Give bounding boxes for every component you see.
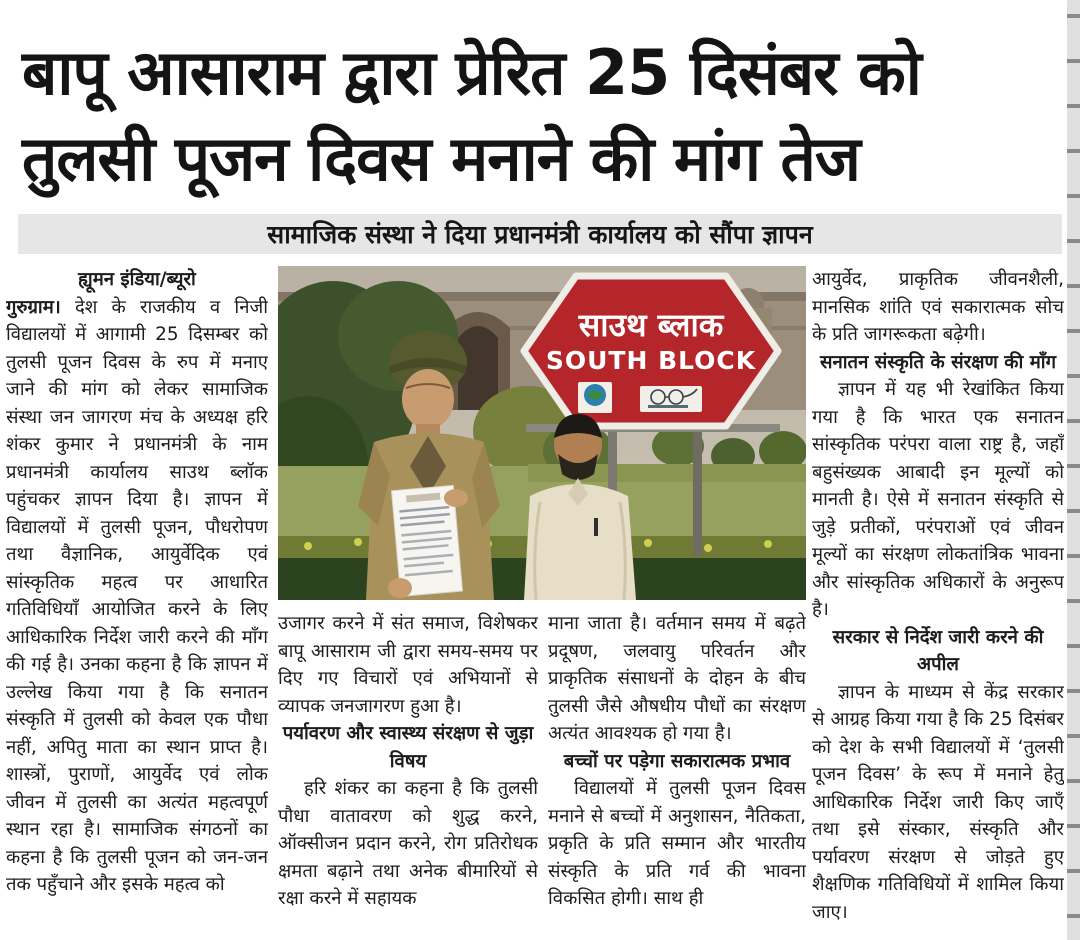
headline-line-2: तुलसी पूजन दिवस मनाने की मांग तेज [22, 122, 860, 195]
swachh-bharat-spectacles-logo [640, 386, 702, 412]
column-4-paragraph-3: ज्ञापन के माध्यम से केंद्र सरकार से आग्रह किया गया है कि 25 दिसंबर को देश के सभी विद्यालयों में ‘तुलसी पूजन दिवस’ के रूप में मनाने हेतु आधिकारिक निर्देश जारी किए जाएँ तथा इसे संस्कार, संस्कृति और पर्यावरण संरक्षण से जोड़ते हुए शैक्षणिक गतिविधियों में शामिल किया जाए। [812, 681, 1064, 923]
column-1-text: देश के राजकीय व निजी विद्यालयों में आगामी 25 दिसम्बर को तुलसी पूजन दिवस के रुप में मनाए जाने की मांग को लेकर सामाजिक संस्था जन जागरण मंच के अध्यक्ष हरि शंकर कुमार ने प्रधानमंत्री के नाम प्रधानमंत्री कार्यालय साउथ ब्लॉक पहुंचकर ज्ञापन दिया है। ज्ञापन में विद्यालयों में तुलसी पूजन, पौधरोपण तथा वैज्ञानिक, आयुर्वेदिक एवं सांस्कृतिक महत्व पर आधारित गतिविधियाँ आयोजित करने के लिए आधिकारिक निर्देश जारी करने की माँग की गई है। उनका कहना है कि ज्ञापन में उल्लेख किया गया है कि सनातन संस्कृति में तुलसी को केवल एक पौधा नहीं, अपितु माता का स्थान प्राप्त है। शास्त्रों, पुराणों, आयुर्वेद एवं लोक जीवन में तुलसी का अत्यंत महत्वपूर्ण स्थान रहा है। सामाजिक संगठनों का कहना है कि तुलसी पूजन को जन-जन तक पहुँचाने और इसके महत्व को [6, 296, 268, 895]
column-2-paragraph-1: उजागर करने में संत समाज, विशेषकर बापू आसाराम जी द्वारा समय-समय पर दिए गए विचारों एवं अभियानों से व्यापक जनजागरण हुआ है। [278, 613, 538, 717]
article-column-3 [548, 610, 806, 940]
headline-line-1: बापू आसाराम द्वारा प्रेरित 25 दिसंबर को [22, 36, 921, 109]
subheadline-strip [18, 214, 1062, 254]
column-3-paragraph-2: विद्यालयों में तुलसी पूजन दिवस मनाने से बच्चों में अनुशासन, नैतिकता, प्रकृति के प्रति सम्मान और भारतीय संस्कृति के प्रति गर्व की भावना विकसित होगी। साथ ही [548, 778, 806, 909]
article-column-1 [6, 266, 268, 938]
article-column-4 [812, 266, 1064, 938]
sign-text-hindi: साउथ ब्लाक [578, 306, 724, 344]
column-4-paragraph-1: आयुर्वेद, प्राकृतिक जीवनशैली, मानसिक शांति एवं सकारात्मक सोच के प्रति जागरूकता बढ़ेगी। [812, 269, 1064, 345]
subheadline-text: सामाजिक संस्था ने दिया प्रधानमंत्री कार्यालय को सौंपा ज्ञापन [267, 220, 813, 249]
article-headline [22, 30, 1052, 210]
sign-text-english: SOUTH BLOCK [545, 346, 757, 375]
column-2-subhead: पर्यावरण और स्वास्थ्य संरक्षण से जुड़ा विषय [282, 723, 534, 772]
column-4-subhead-1: सनातन संस्कृति के संरक्षण की माँग [819, 351, 1057, 373]
page-edge-strip [1067, 0, 1080, 940]
column-4-paragraph-2: ज्ञापन में यह भी रेखांकित किया गया है कि भारत एक सनातन सांस्कृतिक परंपरा वाला राष्ट्र है, जहाँ बहुसंख्यक आबादी इन मूल्यों को मानती है। ऐसे में सनातन संस्कृति से जुड़े प्रतीकों, परंपराओं एवं जीवन मूल्यों का संरक्षण लोकतांत्रिक भावना और सांस्कृतिक अधिकारों के अनुरूप है। [812, 379, 1064, 620]
dateline: गुरुग्राम। [6, 296, 61, 318]
column-4-subhead-2: सरकार से निर्देश जारी करने की अपील [832, 626, 1044, 675]
article-column-2 [278, 610, 538, 940]
news-photo [278, 266, 806, 600]
column-3-paragraph-1: माना जाता है। वर्तमान समय में बढ़ते प्रदूषण, जलवायु परिवर्तन और प्राकृतिक संसाधनों के दोहन के बीच तुलसी जैसे औषधीय पौधों का संरक्षण अत्यंत आवश्यक हो गया है। [548, 613, 806, 744]
environment-logo [578, 382, 612, 413]
byline: ह्यूमन इंडिया/ब्यूरो [78, 269, 196, 290]
column-2-paragraph-2: हरि शंकर का कहना है कि तुलसी पौधा वातावरण को शुद्ध करने, ऑक्सीजन प्रदान करने, रोग प्रतिरोधक क्षमता बढ़ाने तथा अनेक बीमारियों से रक्षा करने में सहायक [278, 778, 538, 909]
column-3-subhead: बच्चों पर पड़ेगा सकारात्मक प्रभाव [563, 750, 791, 772]
south-block-sign [524, 276, 778, 426]
column-1-paragraph [6, 294, 268, 899]
